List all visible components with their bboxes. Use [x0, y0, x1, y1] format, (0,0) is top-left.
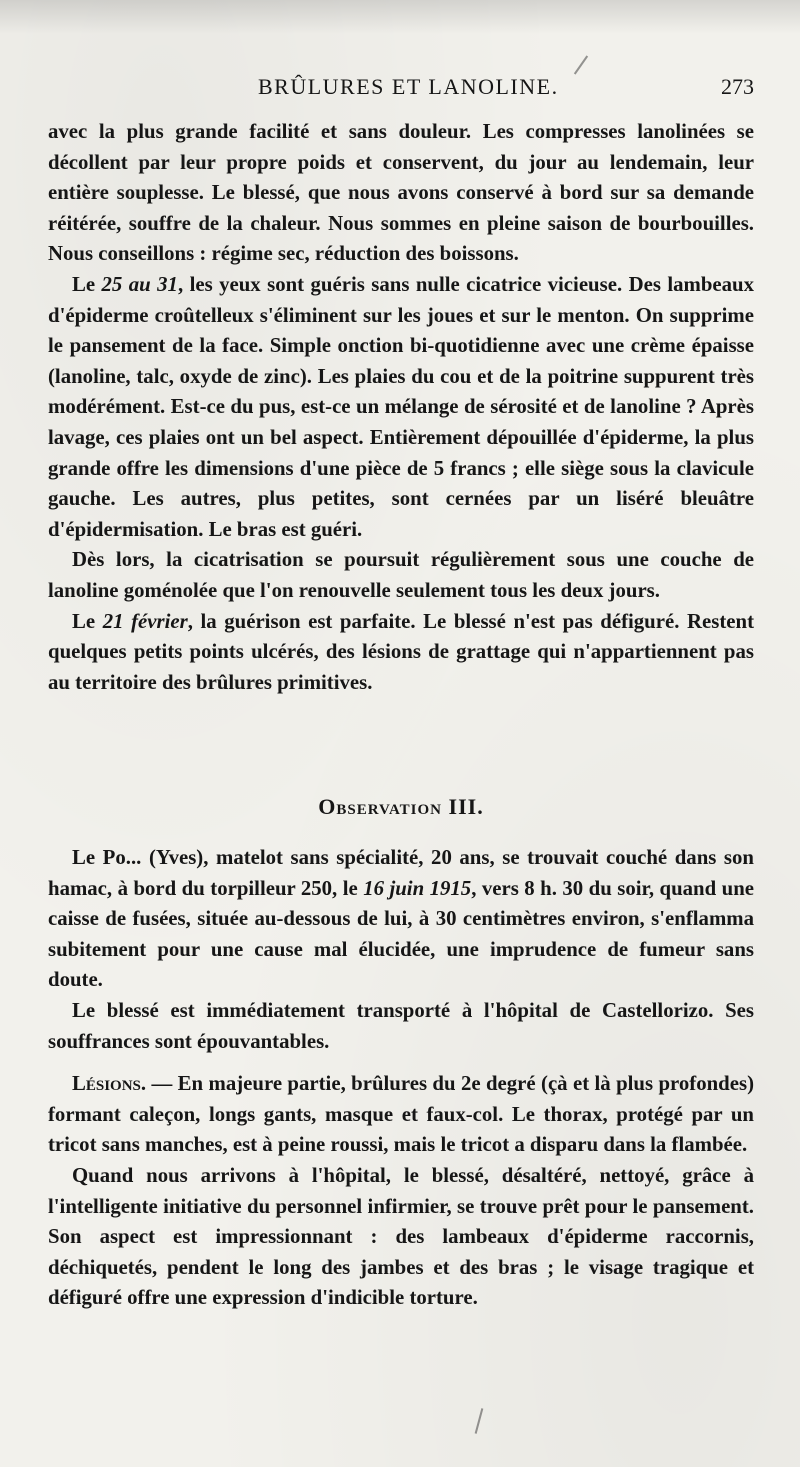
observation-heading: Observation III. — [318, 794, 484, 819]
paragraph-25-31 — [48, 270, 754, 545]
paragraph-patient — [48, 843, 754, 996]
date-21-fevrier: 21 février — [102, 609, 188, 633]
paragraph-lead: Le — [72, 609, 103, 633]
pencil-mark — [475, 1408, 484, 1434]
date-16-juin: 16 juin 1915 — [363, 876, 472, 900]
paragraph-cicatrisation: Dès lors, la cicatrisation se poursuit régulièrement sous une couche de lanoline goménolée que l'on renouvelle seulement tous les deux jours. — [48, 548, 754, 602]
paragraph-hopital: Quand nous arrivons à l'hôpital, le blessé, désaltéré, nettoyé, grâce à l'intelligente initiative du personnel infirmier, se trouve prêt pour le pansement. Son aspect est impressionnant : des lambeaux d'épiderme raccornis, déchiquetés, pendent le long des jambes et des bras ; le visage tragique et défiguré offre une expression d'indicible torture. — [48, 1163, 754, 1310]
scan-edge-shadow — [0, 0, 800, 34]
running-head — [48, 74, 754, 108]
pencil-mark — [574, 55, 588, 74]
running-title: BRÛLURES ET LANOLINE. — [258, 74, 559, 99]
paragraph-continuation: avec la plus grande facilité et sans douleur. Les compresses lanolinées se décollent par leur propre poids et conservent, du jour au lendemain, leur entière souplesse. Le blessé, que nous avons conservé à bord sur sa demande réitérée, souffre de la chaleur. Nous sommes en pleine saison de bourbouilles. Nous conseillons : régime sec, réduction des boissons. — [48, 120, 754, 266]
paragraph-transport: Le blessé est immédiatement transporté à l'hôpital de Castellorizo. Ses souffrances sont épouvantables. — [48, 998, 754, 1053]
paragraph-body: — En majeure partie, brûlures du 2e degré (çà et là plus profondes) formant caleçon, longs gants, masque et faux-col. Le thorax, protégé par un tricot sans manches, est à peine roussi, mais le tricot a disparu dans la flambée. — [48, 1072, 754, 1157]
paragraph-21-fevrier — [48, 607, 754, 699]
paragraph-lead: Le — [72, 272, 102, 296]
text-block-bottom — [48, 843, 754, 1314]
date-25-31: 25 au 31 — [101, 272, 178, 296]
lesions-label: Lésions. — [72, 1072, 147, 1096]
paragraph-lesions — [48, 1069, 754, 1161]
paragraph-body: Le Po... (Yves), matelot sans spécialité, 20 ans, se trouvait couché dans son hamac, à bord du torpilleur 250, le — [48, 846, 754, 900]
paragraph-body: , vers 8 h. 30 du soir, quand une caisse de fusées, située au-dessous de lui, à 30 centimètres environ, s'enflamma subitement pour une cause mal élucidée, une imprudence de fumeur sans doute. — [48, 876, 754, 992]
text-block-top — [48, 117, 754, 698]
paragraph-body: , la guérison est parfaite. Le blessé n'est pas défiguré. Restent quelques petits points ulcérés, des lésions de grattage qui n'appartiennent pas au territoire des brûlures primitives. — [48, 609, 754, 694]
paragraph-body: , les yeux sont guéris sans nulle cicatrice vicieuse. Des lambeaux d'épiderme croûtelleux s'éliminent sur les joues et sur le menton. On supprime le pansement de la face. Simple onction bi-quotidienne avec une crème épaisse (lanoline, talc, oxyde de zinc). Les plaies du cou et de la poitrine suppurent très modérément. Est-ce du pus, est-ce un mélange de sérosité et de lanoline ? Après lavage, ces plaies ont un bel aspect. Entièrement dépouillée d'épiderme, la plus grande offre les dimensions d'une pièce de 5 francs ; elle siège sous la clavicule gauche. Les autres, plus petites, sont cernées par un liséré bleuâtre d'épidermisation. Le bras est guéri. — [48, 272, 754, 541]
page-number: 273 — [721, 74, 754, 99]
